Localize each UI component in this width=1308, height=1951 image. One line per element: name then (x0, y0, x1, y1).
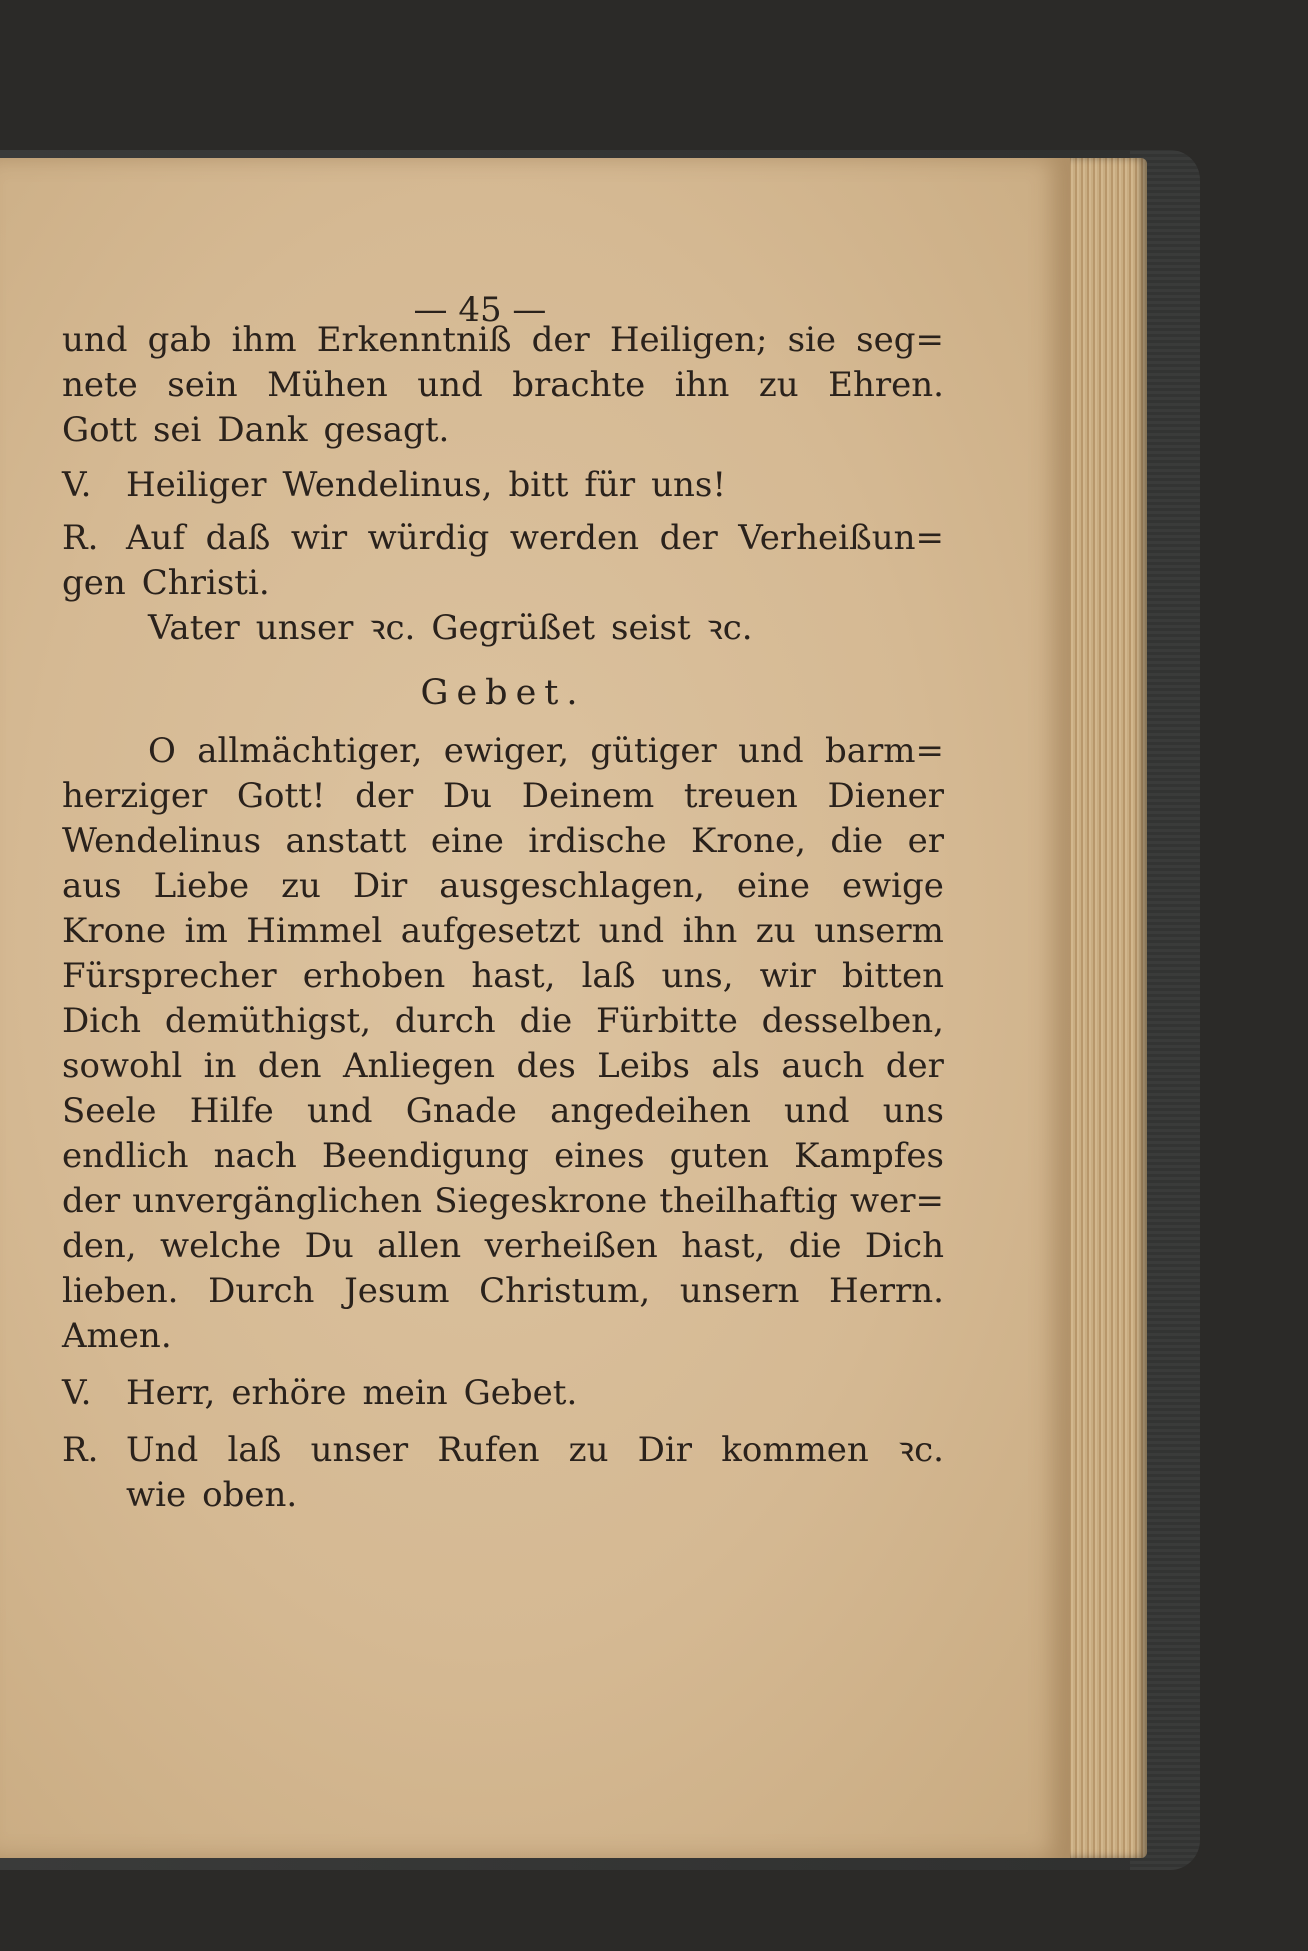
word: Verheißun= (738, 518, 944, 558)
word: endlich (62, 1136, 189, 1176)
word: die (519, 1001, 573, 1041)
word: die (830, 821, 884, 861)
text-line (62, 408, 944, 453)
word: und (738, 731, 804, 771)
word: Herr, (126, 1373, 216, 1413)
text-line (62, 561, 944, 606)
word: ausgeschlagen, (439, 866, 705, 906)
word: nach (213, 1136, 297, 1176)
word: lieben. (62, 1271, 179, 1311)
word: irdische (528, 821, 667, 861)
word: uns, (661, 956, 734, 996)
word: der (355, 776, 414, 816)
versicle-text (126, 463, 944, 508)
word: laß (581, 956, 636, 996)
word: Leibs (597, 1046, 690, 1086)
word: und (306, 1091, 373, 1131)
word: Krone, (691, 821, 806, 861)
versicle-marker: V. (62, 1373, 92, 1413)
word: demüthigst, (164, 1001, 372, 1041)
word: wir (290, 518, 348, 558)
text-line (62, 819, 944, 864)
word: zu (281, 866, 321, 906)
response-2 (62, 1428, 944, 1518)
word: für (584, 465, 636, 505)
text-line (62, 1134, 944, 1179)
word: allmächtiger, (197, 731, 423, 771)
word: erhöre (231, 1373, 347, 1413)
word: und (62, 320, 128, 360)
word: gab (147, 320, 212, 360)
word: die (788, 1226, 842, 1266)
word: Heiliger (126, 465, 267, 505)
response-text (126, 516, 944, 561)
word: unserm (814, 911, 944, 951)
word: angedeihen (550, 1091, 751, 1131)
word: Heiligen; (609, 320, 768, 360)
word: und (417, 365, 483, 405)
word: erhoben (302, 956, 446, 996)
word: theilhaftig (659, 1181, 838, 1221)
word: ewiger, (443, 731, 570, 771)
word: Gebet. (463, 1373, 578, 1413)
word: Krone (62, 911, 167, 951)
text-line (62, 1044, 944, 1089)
word: barm= (824, 731, 944, 771)
word: nete (62, 365, 138, 405)
word: des (516, 1046, 576, 1086)
word: wie (126, 1475, 187, 1515)
response-marker: R. (62, 1430, 99, 1470)
text-line (62, 909, 944, 954)
word: Mühen (267, 365, 388, 405)
response-1 (62, 516, 944, 606)
word: hast, (681, 1226, 766, 1266)
word: Ehren. (828, 365, 944, 405)
text-line (62, 1269, 944, 1314)
word: ihn (674, 365, 730, 405)
word: Gnade (405, 1091, 517, 1131)
word: Amen. (62, 1316, 172, 1356)
word: Und (126, 1430, 199, 1470)
word: aufgesetzt (400, 911, 581, 951)
versicle-text (126, 1371, 944, 1416)
word: eines (554, 1136, 645, 1176)
word: den, (62, 1226, 137, 1266)
word: mein (362, 1373, 448, 1413)
text-line (62, 1179, 944, 1224)
word: verheißen (484, 1226, 658, 1266)
word: seg= (856, 320, 944, 360)
word: aus (62, 866, 122, 906)
word: Wendelinus (62, 821, 262, 861)
word: Beendigung (321, 1136, 529, 1176)
word: zu (755, 911, 796, 951)
text-line (62, 954, 944, 999)
word: laß (227, 1430, 282, 1470)
word: Dir (637, 1430, 693, 1470)
word: Wendelinus, (282, 465, 493, 505)
word: zu (758, 365, 799, 405)
text-line (62, 774, 944, 819)
word: Hilfe (189, 1091, 274, 1131)
word: sei (152, 410, 202, 450)
word: welche (160, 1226, 282, 1266)
word: der (659, 518, 718, 558)
word: desselben, (761, 1001, 944, 1041)
word: im (184, 911, 228, 951)
word: ꝛc. (898, 1430, 944, 1470)
text-line (62, 864, 944, 909)
word: er (907, 821, 944, 861)
word: als (711, 1046, 760, 1086)
word: brachte (512, 365, 646, 405)
word: zu (568, 1430, 609, 1470)
word: Vater (148, 608, 240, 648)
word: ihn (682, 911, 738, 951)
word: werden (509, 518, 640, 558)
word: Gott! (236, 776, 326, 816)
word: Dir (352, 866, 408, 906)
word: bitten (842, 956, 944, 996)
word: seist (611, 608, 691, 648)
word: ewige (841, 866, 944, 906)
word: hast, (471, 956, 556, 996)
text-line (62, 1089, 944, 1134)
word: Kampfes (794, 1136, 944, 1176)
word: den (257, 1046, 322, 1086)
word: der (885, 1046, 944, 1086)
word: ꝛc. (706, 608, 753, 648)
word: eine (430, 821, 504, 861)
word: Durch (208, 1271, 315, 1311)
word: Dich (864, 1226, 944, 1266)
word: Liebe (153, 866, 250, 906)
word: kommen (721, 1430, 869, 1470)
word: gütiger (590, 731, 717, 771)
word: O (148, 731, 176, 771)
word: Herrn. (829, 1271, 944, 1311)
word: bitt (508, 465, 569, 505)
word: auch (781, 1046, 865, 1086)
text-line (62, 318, 944, 363)
text-line (62, 1314, 944, 1359)
word: Gott (62, 410, 137, 450)
word: Dich (62, 1001, 142, 1041)
word: unser (310, 1430, 409, 1470)
prayer-paragraph (62, 729, 944, 1359)
word: uns (882, 1091, 944, 1131)
word: wer= (850, 1181, 944, 1221)
word: unser (255, 608, 354, 648)
page-number: — 45 — (413, 290, 547, 330)
word: Fürbitte (595, 1001, 738, 1041)
word: guten (669, 1136, 769, 1176)
response-text (126, 1428, 944, 1473)
word: Dank (217, 410, 308, 450)
paragraph-1 (62, 318, 944, 453)
word: sie (787, 320, 837, 360)
word: Anliegen (342, 1046, 496, 1086)
word: allen (377, 1226, 462, 1266)
word: oben. (202, 1475, 298, 1515)
word: Rufen (437, 1430, 540, 1470)
word: unsern (679, 1271, 800, 1311)
word: anstatt (285, 821, 407, 861)
versicle-2 (62, 1371, 944, 1416)
word: Jesum (344, 1271, 450, 1311)
word: würdig (367, 518, 490, 558)
word: Seele (62, 1091, 157, 1131)
word: Erkenntniß (316, 320, 512, 360)
word: Fürsprecher (62, 956, 277, 996)
word: durch (394, 1001, 496, 1041)
word: Himmel (246, 911, 383, 951)
word: gen (62, 563, 126, 603)
word: und (784, 1091, 850, 1131)
section-heading: Gebet. (420, 673, 586, 713)
vater-unser-line (62, 606, 944, 651)
word: herziger (62, 776, 208, 816)
word: sowohl (62, 1046, 183, 1086)
word: ihm (231, 320, 297, 360)
word: wir (759, 956, 816, 996)
word: der (62, 1181, 121, 1221)
word: ꝛc. (369, 608, 416, 648)
response-marker: R. (62, 518, 99, 558)
text-line (62, 363, 944, 408)
word: in (203, 1046, 237, 1086)
word: eine (736, 866, 810, 906)
versicle-1 (62, 463, 944, 508)
word: Diener (827, 776, 944, 816)
word: und (598, 911, 665, 951)
text-line (62, 729, 944, 774)
text-line (62, 999, 944, 1044)
word: Christum, (479, 1271, 651, 1311)
word: unvergänglichen (132, 1181, 423, 1221)
word: treuen (683, 776, 798, 816)
word: uns! (651, 465, 727, 505)
word: daß (205, 518, 271, 558)
word: Deinem (521, 776, 655, 816)
word: der (531, 320, 590, 360)
versicle-marker: V. (62, 465, 92, 505)
text-line (62, 1224, 944, 1269)
text-line (62, 1473, 944, 1518)
word: Christi. (141, 563, 270, 603)
word: Du (442, 776, 493, 816)
word: Du (304, 1226, 354, 1266)
word: Auf (126, 518, 186, 558)
word: Siegeskrone (434, 1181, 648, 1221)
word: Gegrüßet (431, 608, 596, 648)
word: gesagt. (323, 410, 450, 450)
word: sein (167, 365, 238, 405)
page-text (62, 318, 944, 1518)
